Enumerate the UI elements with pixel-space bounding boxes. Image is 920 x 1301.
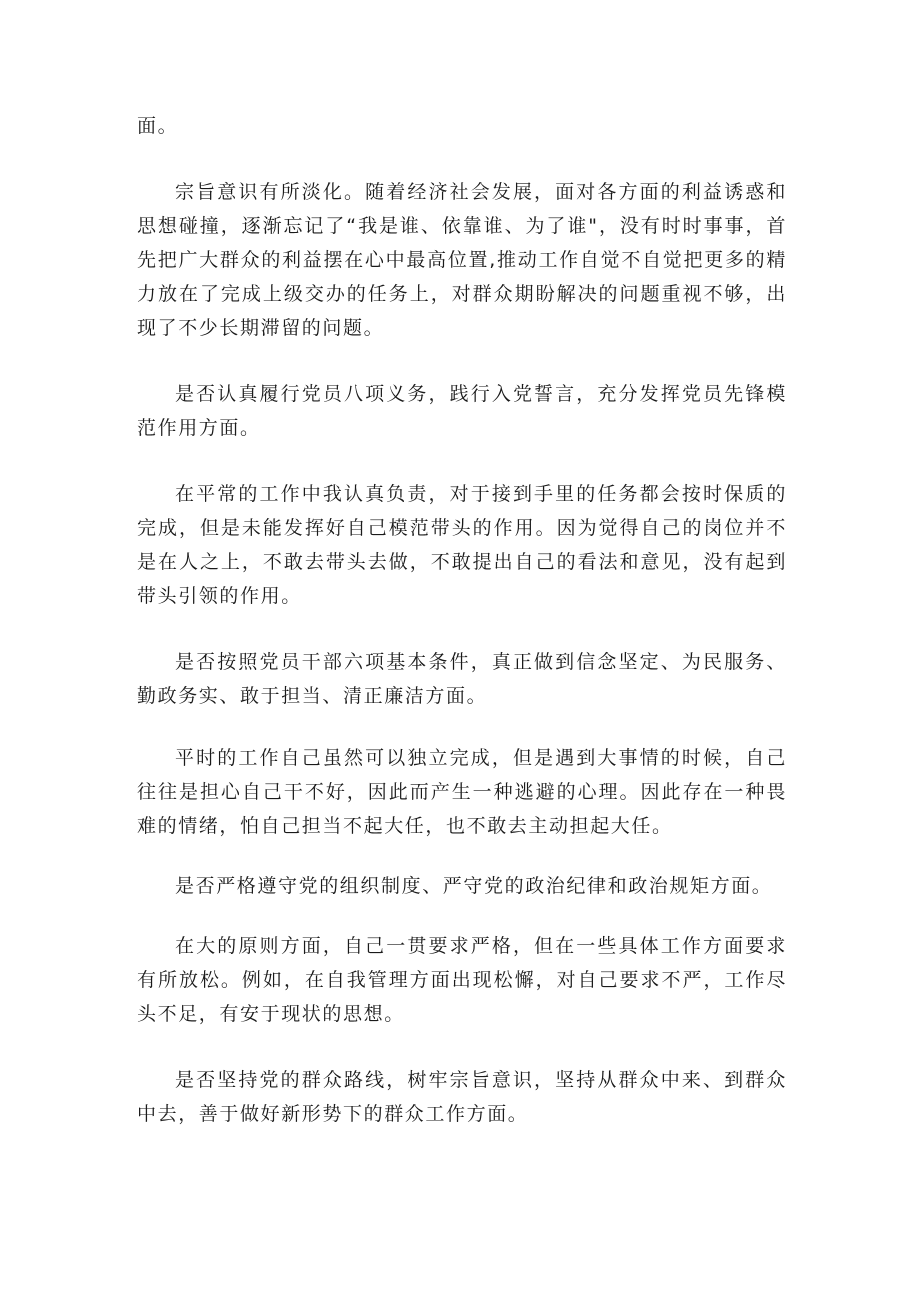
paragraph-question-conditions: 是否按照党员干部六项基本条件，真正做到信念坚定、为民服务、勤政务实、敢于担当、清正廉洁方面。 [137,651,787,707]
paragraph-continuation: 面。 [137,115,179,137]
paragraph-purpose-awareness: 宗旨意识有所淡化。随着经济社会发展，面对各方面的利益诱惑和思想碰撞，逐渐忘记了“我是谁、依靠谁、为了谁"，没有时时事事，首先把广大群众的利益摆在心中最高位置,推动工作自觉不自觉把更多的精力放在了完成上级交办的任务上，对群众期盼解决的问题重视不够，出现了不少长期滞留的问题。 [137,181,787,339]
paragraph-answer-discipline: 在大的原则方面，自己一贯要求严格，但在一些具体工作方面要求有所放松。例如，在自我管理方面出现松懈，对自己要求不严，工作尽头不足，有安于现状的思想。 [137,935,787,1025]
paragraph-answer-obligations: 在平常的工作中我认真负责，对于接到手里的任务都会按时保质的完成，但是未能发挥好自己模范带头的作用。因为觉得自己的岗位并不是在人之上，不敢去带头去做，不敢提出自己的看法和意见，没有起到带头引领的作用。 [137,483,787,607]
paragraph-question-mass-line: 是否坚持党的群众路线，树牢宗旨意识，坚持从群众中来、到群众中去，善于做好新形势下的群众工作方面。 [137,1069,787,1125]
paragraph-question-obligations: 是否认真履行党员八项义务，践行入党誓言，充分发挥党员先锋模范作用方面。 [137,383,787,439]
paragraph-answer-conditions: 平时的工作自己虽然可以独立完成，但是遇到大事情的时候，自己往往是担心自己干不好，因此而产生一种逃避的心理。因此存在一种畏难的情绪，怕自己担当不起大任，也不敢去主动担起大任。 [137,747,787,837]
paragraph-question-discipline: 是否严格遵守党的组织制度、严守党的政治纪律和政治规矩方面。 [175,875,773,897]
document-body [137,109,787,1131]
